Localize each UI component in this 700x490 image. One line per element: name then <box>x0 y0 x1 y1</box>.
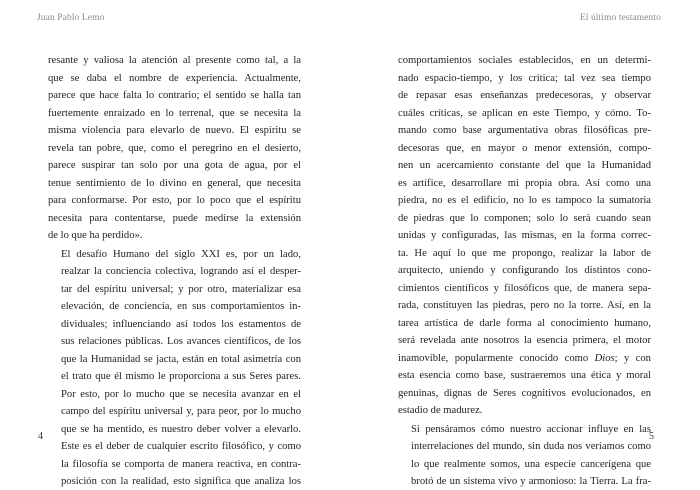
text-line: lo que realmente somos, una especie cancerígena que <box>411 458 651 470</box>
text-line: inamovible, popularmente conocido como Dios; y con <box>398 352 651 364</box>
paragraph <box>48 52 301 245</box>
text-line: de lo que ha perdido». <box>48 230 143 241</box>
text-line: arquitecto, uniendo y configurando los distintos cono- <box>398 265 651 276</box>
text-line: la filosofía se comporta de manera reactiva, en contra- <box>61 458 301 470</box>
text-line: sus relaciones públicas. Los avances científicos, de los <box>61 336 301 347</box>
text-line: misma violencia para elevarlo de nuevo. El espíritu se <box>48 125 301 136</box>
text-line: El desafío Humano del siglo XXI es, por un lado, <box>61 248 301 260</box>
running-head-author: Juan Pablo Lemo <box>37 13 105 23</box>
text-line: Por esto, por lo mucho que se necesita avanzar en el <box>61 388 301 400</box>
text-line: que la Humanidad se jacta, están en total asimetría con <box>61 353 301 365</box>
text-line: comportamientos sociales establecidos, en un determi- <box>398 55 651 66</box>
text-line: que se daba el nombre de experiencia. Actualmente, <box>48 72 301 84</box>
text-line: de repasar esas enseñanzas predecesoras, y observar <box>398 90 651 101</box>
text-line: Si pensáramos cómo nuestro accionar influye en las <box>411 423 651 435</box>
text-line: parece que hace falta lo contrario; el sentido se halla tan <box>48 90 301 101</box>
text-line: ta. He aquí lo que me propongo, realizar la labor de <box>398 247 651 259</box>
text-line: decesoras que, en mayor o menor extensión, compo- <box>398 142 651 154</box>
text-line: necesita para contentarse, puede medirse la extensión <box>48 212 301 224</box>
text-line: fuertemente enraizado en lo terrenal, que se necesita la <box>48 107 301 119</box>
text-line: el trato que él mismo le proporciona a sus Seres pares. <box>61 371 301 382</box>
text-line: mando como base argumentativa obras filosóficas pre- <box>398 125 651 136</box>
text-line: realzar la conciencia colectiva, logrando así el desper- <box>61 266 301 277</box>
text-line: tarea artística de darle forma al conocimiento humano, <box>398 317 651 329</box>
page-number-left: 4 <box>38 431 43 442</box>
text-line: tar del espíritu universal; y por otro, materializar esa <box>61 283 301 295</box>
text-line: unidas y configuradas, las mismas, en la forma correc- <box>398 230 651 241</box>
text-line: elevación, de conciencia, en sus comportamientos in- <box>61 301 301 312</box>
text-line: para conformarse. Por esto, por lo poco que el espíritu <box>48 195 301 206</box>
running-head-title: El último testamento <box>579 13 661 23</box>
text-line: tenue sentimiento de lo divino en general, que necesita <box>48 177 301 189</box>
text-line: será revelada ante nosotros la esencia primera, el motor <box>398 335 651 346</box>
text-line: que se ha mentido, es nuestro deber volver a elevarlo. <box>61 423 301 435</box>
page-number-right: 5 <box>649 431 654 442</box>
text-line: piedra, no es el edificio, no lo es tampoco la sumatoria <box>398 195 651 206</box>
text-line: parece suspirar tan solo por una gota de agua, por el <box>48 160 301 171</box>
paragraph <box>48 246 301 490</box>
text-line: de piedras que lo componen; solo lo será cuando sean <box>398 212 651 224</box>
text-line: nen un acercamiento constante del que la Humanidad <box>398 160 651 171</box>
text-line: estadio de madurez. <box>398 405 483 416</box>
text-line: resante y valiosa la atención al presente como tal, a la <box>48 55 301 66</box>
text-line: interrelaciones del mundo, sin duda nos veríamos como <box>411 441 651 452</box>
text-line: Este es el deber de cualquier escrito filosófico, y como <box>61 441 301 452</box>
text-line: cimientos científicos y filosóficos que, de manera sepa- <box>398 282 651 294</box>
text-line: esta esencia como base, sustraeremos una ética y moral <box>398 370 651 381</box>
right-page <box>350 0 700 490</box>
paragraph <box>398 52 651 420</box>
text-line: rada, constituyen las piedras, pero no la torre. Así, en la <box>398 300 651 311</box>
right-page-body <box>398 52 651 490</box>
text-line: revela tan pobre, que, como el peregrino en el desierto, <box>48 142 301 154</box>
text-line: genuinas, dignas de Seres cognitivos evolucionados, en <box>398 387 651 399</box>
text-line: dividuales; influenciando así todos los estamentos de <box>61 318 301 330</box>
text-line: brotó de un sistema vivo y armonioso: la Tierra. La fra- <box>411 476 651 487</box>
paragraph <box>398 421 651 490</box>
left-page-body <box>48 52 301 490</box>
text-line: posición con la realidad, esto significa que analiza los <box>61 476 301 487</box>
text-line: campo del espíritu universal y, para peor, por lo mucho <box>61 406 301 417</box>
text-line: es artífice, desarrollare mi propia obra. Así como una <box>398 177 651 189</box>
text-line: cuáles críticas, se aplican en este Tiempo, y cómo. To- <box>398 107 651 119</box>
text-line: nado espacio-tiempo, y los critica; tal vez sea tiempo <box>398 72 651 84</box>
